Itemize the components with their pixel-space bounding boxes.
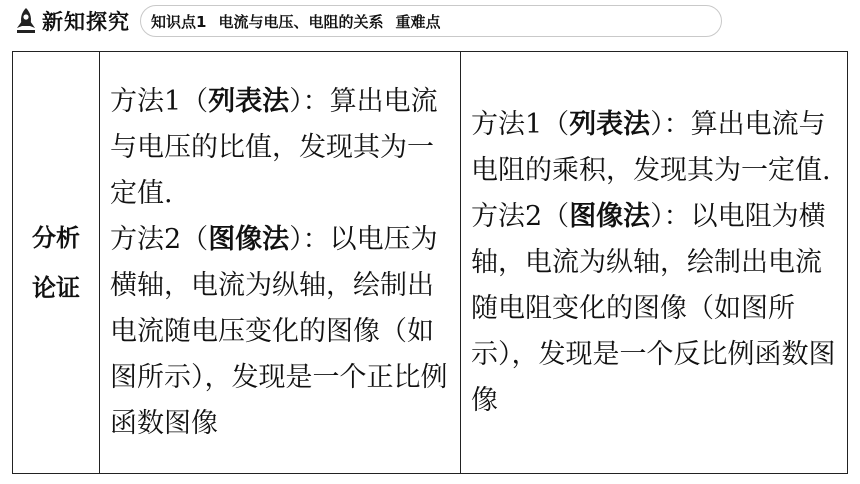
row-label-line2: 论证 [32, 273, 80, 302]
voltage-method-2: 方法2（图像法）：以电压为横轴，电流为纵轴，绘制出电流随电压变化的图像（如图所示），发现是一个正比例函数图像 [110, 223, 448, 439]
section-header [14, 4, 722, 38]
voltage-analysis-cell [100, 52, 461, 474]
method-name: 列表法 [208, 85, 290, 117]
row-label [29, 213, 83, 313]
method-name: 图像法 [208, 223, 290, 255]
rocket-icon [14, 7, 38, 35]
topic-banner [140, 5, 722, 37]
analysis-table [12, 51, 848, 474]
method-name: 图像法 [569, 200, 651, 232]
voltage-method-1: 方法1（列表法）：算出电流与电压的比值，发现其为一定值. [110, 85, 438, 209]
resistance-method-1: 方法1（列表法）：算出电流与电阻的乘积，发现其为一定值. [471, 108, 831, 186]
method-name: 列表法 [569, 108, 651, 140]
row-label-cell [13, 52, 100, 474]
topic-title: 电流与电压、电阻的关系 [218, 12, 384, 31]
row-label-line1: 分析 [32, 223, 80, 252]
resistance-method-2: 方法2（图像法）：以电阻为横轴，电流为纵轴，绘制出电流随电阻变化的图像（如图所示），发现是一个反比例函数图像 [471, 200, 836, 416]
topic-badge: 重难点 [395, 12, 441, 31]
section-title: 新知探究 [42, 10, 130, 34]
resistance-analysis-cell [461, 52, 848, 474]
analysis-row [13, 52, 848, 474]
topic-prefix: 知识点1 [151, 12, 207, 31]
